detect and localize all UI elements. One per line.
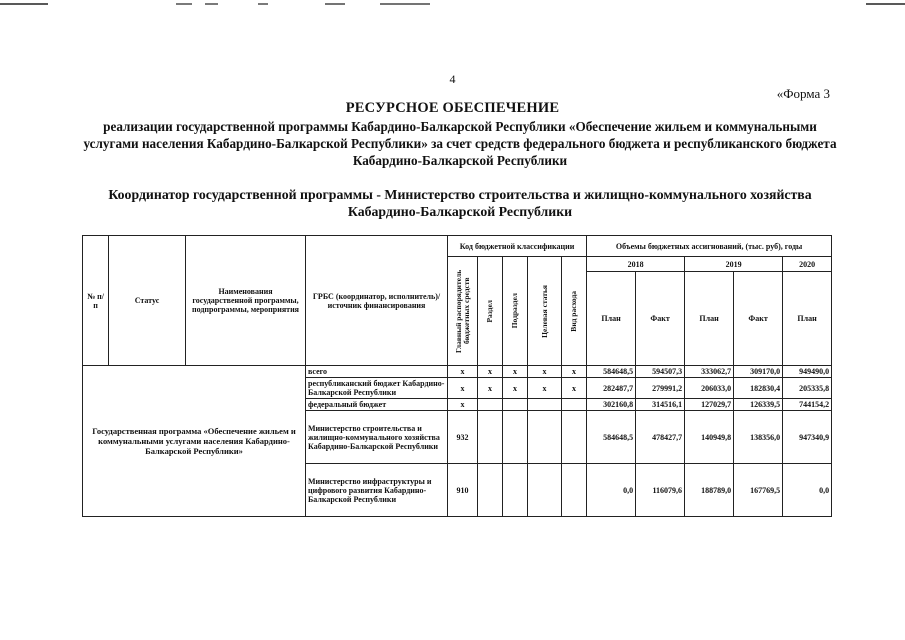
value-cell: 314516,1 bbox=[636, 399, 685, 411]
value-cell: 206033,0 bbox=[685, 378, 734, 399]
code-cell bbox=[478, 411, 503, 464]
table-header-row bbox=[83, 236, 832, 257]
value-cell: 116079,6 bbox=[636, 464, 685, 517]
header-kbk-section: Раздел bbox=[478, 257, 503, 366]
code-cell: 910 bbox=[448, 464, 478, 517]
code-cell bbox=[478, 464, 503, 517]
source-cell: республиканский бюджет Кабардино- Балкарской Республики bbox=[306, 378, 448, 399]
code-cell bbox=[528, 399, 562, 411]
code-cell: x bbox=[562, 378, 587, 399]
header-year-2018: 2018 bbox=[587, 257, 685, 272]
source-cell: Министерство инфраструктуры и цифрового развития Кабардино-Балкарской Республики bbox=[306, 464, 448, 517]
value-cell: 126339,5 bbox=[734, 399, 783, 411]
header-kbk: Код бюджетной классификации bbox=[448, 236, 587, 257]
code-cell: x bbox=[503, 378, 528, 399]
header-plan: План bbox=[685, 272, 734, 366]
code-cell: x bbox=[448, 399, 478, 411]
code-cell bbox=[503, 399, 528, 411]
value-cell: 188789,0 bbox=[685, 464, 734, 517]
header-plan: План bbox=[783, 272, 832, 366]
value-cell: 0,0 bbox=[783, 464, 832, 517]
source-cell: федеральный бюджет bbox=[306, 399, 448, 411]
form-label: «Форма 3 bbox=[776, 86, 830, 101]
value-cell: 584648,5 bbox=[587, 411, 636, 464]
value-cell: 478427,7 bbox=[636, 411, 685, 464]
header-volumes: Объемы бюджетных ассигнований, (тыс. руб), годы bbox=[587, 236, 832, 257]
value-cell: 167769,5 bbox=[734, 464, 783, 517]
code-cell bbox=[528, 411, 562, 464]
header-kbk-target: Целевая статья bbox=[528, 257, 562, 366]
code-cell bbox=[562, 399, 587, 411]
code-cell: x bbox=[448, 378, 478, 399]
scan-artifact-lines bbox=[0, 0, 905, 10]
header-grbs: ГРБС (координатор, исполнитель)/источник финансирования bbox=[306, 236, 448, 366]
header-status: Статус bbox=[109, 236, 186, 366]
code-cell: x bbox=[478, 366, 503, 378]
value-cell: 947340,9 bbox=[783, 411, 832, 464]
code-cell bbox=[562, 464, 587, 517]
header-kbk-grbs: Главный распорядитель бюджетных средств bbox=[448, 257, 478, 366]
value-cell: 309170,0 bbox=[734, 366, 783, 378]
header-plan: План bbox=[587, 272, 636, 366]
code-cell bbox=[478, 399, 503, 411]
header-fact: Факт bbox=[734, 272, 783, 366]
value-cell: 302160,8 bbox=[587, 399, 636, 411]
table-row bbox=[83, 366, 832, 378]
source-cell: всего bbox=[306, 366, 448, 378]
resource-table bbox=[82, 235, 832, 517]
code-cell: x bbox=[528, 366, 562, 378]
code-cell: x bbox=[478, 378, 503, 399]
code-cell bbox=[503, 464, 528, 517]
value-cell: 279991,2 bbox=[636, 378, 685, 399]
header-kbk-expense: Вид расхода bbox=[562, 257, 587, 366]
code-cell: x bbox=[528, 378, 562, 399]
value-cell: 205335,8 bbox=[783, 378, 832, 399]
value-cell: 0,0 bbox=[587, 464, 636, 517]
code-cell bbox=[562, 411, 587, 464]
header-name: Наименования государственной программы, подпрограммы, мероприятия bbox=[186, 236, 306, 366]
document-title: РЕСУРСНОЕ ОБЕСПЕЧЕНИЕ bbox=[345, 100, 560, 116]
document-subtitle: реализации государственной программы Кабардино-Балкарской Республики «Обеспечение жильем и коммунальными услугами населения Кабардино-Балкарской Республики» за счет средств федерального бюджета и республиканского бюджета Кабардино-Балкарской Республики bbox=[83, 119, 837, 168]
header-num: № п/п bbox=[83, 236, 109, 366]
header-year-2020: 2020 bbox=[783, 257, 832, 272]
value-cell: 182830,4 bbox=[734, 378, 783, 399]
value-cell: 127029,7 bbox=[685, 399, 734, 411]
value-cell: 744154,2 bbox=[783, 399, 832, 411]
code-cell bbox=[503, 411, 528, 464]
code-cell: x bbox=[448, 366, 478, 378]
header-kbk-subsection: Подраздел bbox=[503, 257, 528, 366]
code-cell: x bbox=[503, 366, 528, 378]
value-cell: 333062,7 bbox=[685, 366, 734, 378]
header-fact: Факт bbox=[636, 272, 685, 366]
source-cell: Министерство строительства и жилищно-коммунального хозяйства Кабардино-Балкарской Республики bbox=[306, 411, 448, 464]
value-cell: 138356,0 bbox=[734, 411, 783, 464]
value-cell: 140949,8 bbox=[685, 411, 734, 464]
value-cell: 949490,0 bbox=[783, 366, 832, 378]
program-coordinator: Координатор государственной программы - Министерство строительства и жилищно-коммунального хозяйства Кабардино-Балкарской Республики bbox=[108, 187, 812, 219]
code-cell: 932 bbox=[448, 411, 478, 464]
value-cell: 594507,3 bbox=[636, 366, 685, 378]
program-name-cell: Государственная программа «Обеспечение жильем и коммунальными услугами населения Кабардино-Балкарской Республики» bbox=[83, 366, 306, 517]
page-number: 4 bbox=[449, 72, 456, 86]
code-cell: x bbox=[562, 366, 587, 378]
code-cell bbox=[528, 464, 562, 517]
value-cell: 282487,7 bbox=[587, 378, 636, 399]
header-year-2019: 2019 bbox=[685, 257, 783, 272]
value-cell: 584648,5 bbox=[587, 366, 636, 378]
